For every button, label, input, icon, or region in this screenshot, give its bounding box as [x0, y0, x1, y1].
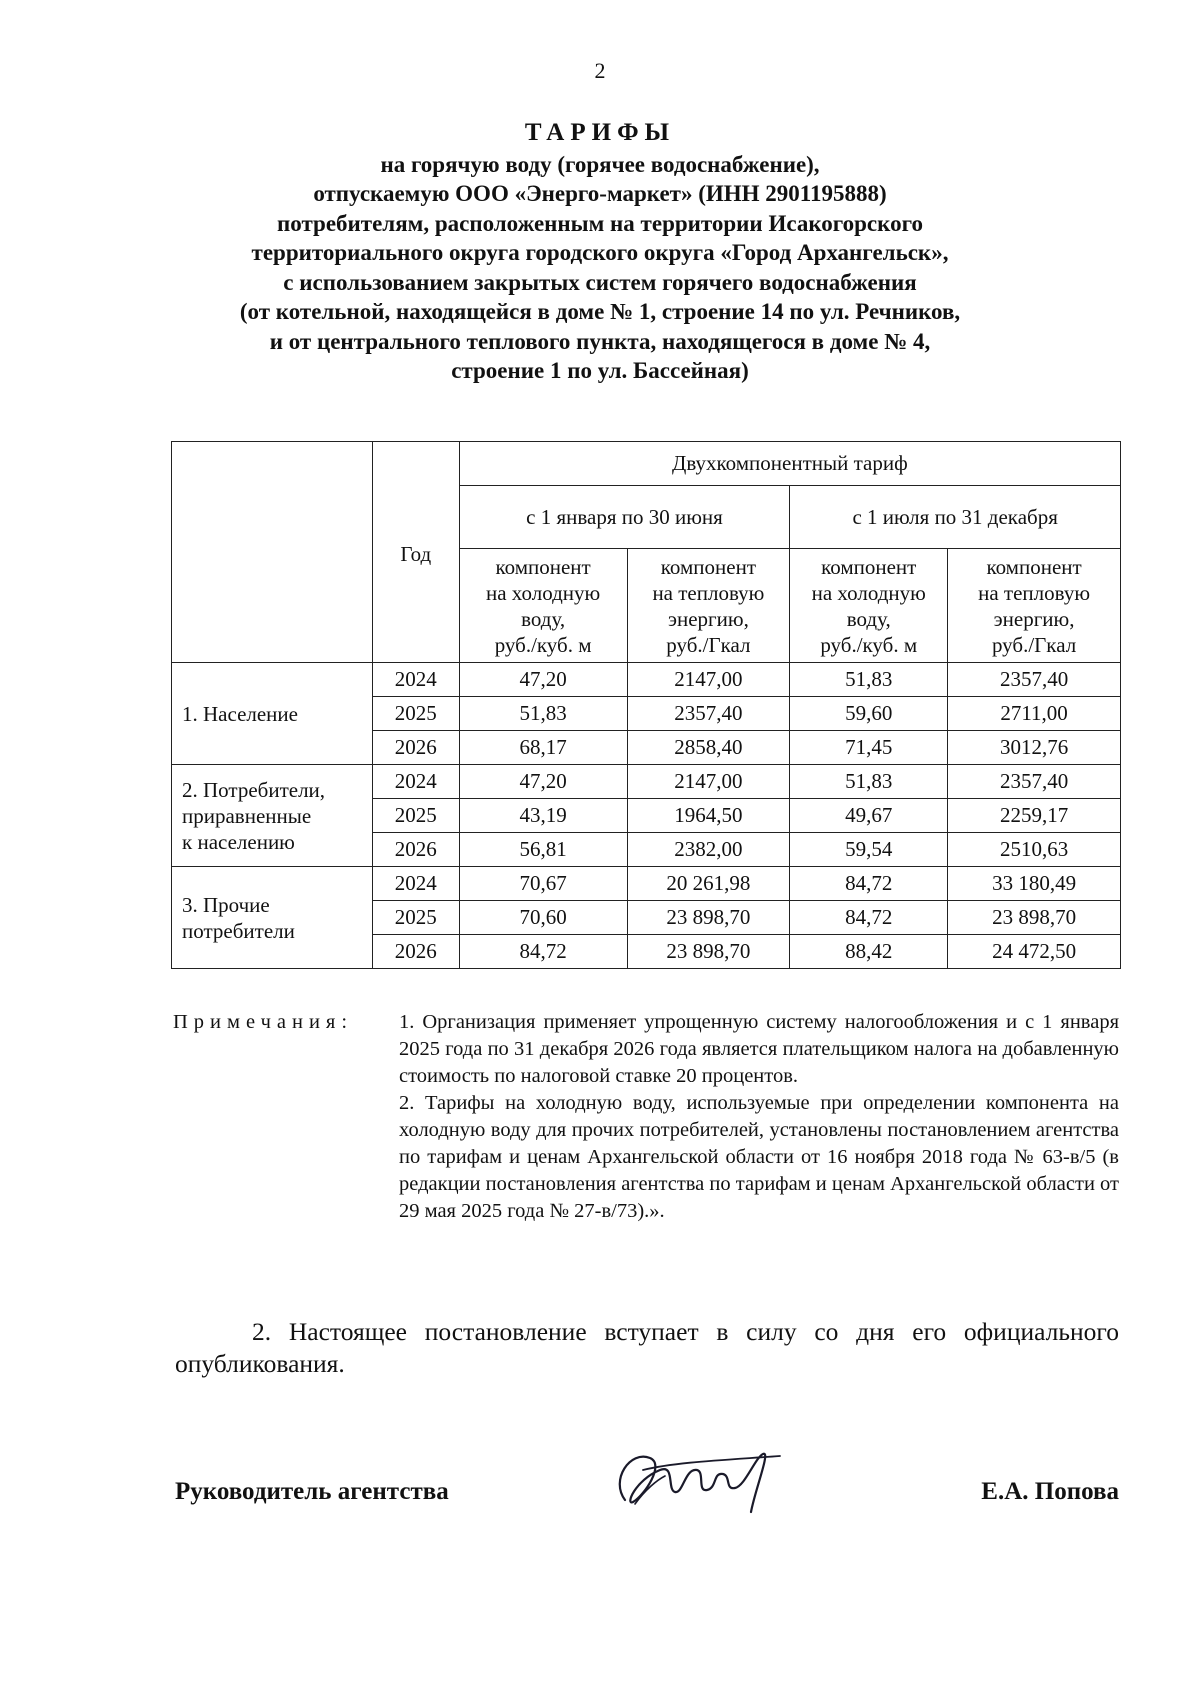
year-cell: 2026 — [372, 731, 459, 765]
value-cell: 1964,50 — [627, 799, 790, 833]
component-header: компонент на холодную воду, руб./куб. м — [459, 549, 627, 663]
title-line: отпускаемую ООО «Энерго-маркет» (ИНН 2901195888) — [313, 181, 887, 206]
value-cell: 84,72 — [790, 901, 948, 935]
value-cell: 59,60 — [790, 697, 948, 731]
year-cell: 2025 — [372, 697, 459, 731]
title-line: с использованием закрытых систем горячего водоснабжения — [283, 269, 917, 295]
title-line: и от центрального теплового пункта, находящегося в доме № 4, — [269, 328, 931, 354]
handwritten-signature — [605, 1440, 795, 1522]
year-cell: 2026 — [372, 833, 459, 867]
value-cell: 51,83 — [790, 663, 948, 697]
enactment-paragraph: 2. Настоящее постановление вступает в силу со дня его официального опубликования. — [175, 1317, 1119, 1378]
year-cell: 2024 — [372, 663, 459, 697]
year-cell: 2025 — [372, 901, 459, 935]
value-cell: 70,60 — [459, 901, 627, 935]
value-cell: 3012,76 — [948, 731, 1121, 765]
signatory-name: Е.А. Попова — [981, 1478, 1119, 1505]
value-cell: 2147,00 — [627, 765, 790, 799]
year-cell: 2026 — [372, 935, 459, 969]
value-cell: 2711,00 — [948, 697, 1121, 731]
value-cell: 23 898,70 — [627, 901, 790, 935]
table-row — [172, 765, 1121, 799]
year-cell: 2024 — [372, 765, 459, 799]
value-cell: 33 180,49 — [948, 867, 1121, 901]
value-cell: 59,54 — [790, 833, 948, 867]
value-cell: 2147,00 — [627, 663, 790, 697]
tariff-header: Двухкомпонентный тариф — [459, 442, 1120, 486]
value-cell: 51,83 — [459, 697, 627, 731]
value-cell: 71,45 — [790, 731, 948, 765]
component-header: компонент на тепловую энергию, руб./Гкал — [948, 549, 1121, 663]
value-cell: 68,17 — [459, 731, 627, 765]
period-header: с 1 июля по 31 декабря — [790, 486, 1121, 549]
table-row — [172, 867, 1121, 901]
title-line: на горячую воду (горячее водоснабжение), — [380, 151, 820, 177]
page-number: 2 — [594, 58, 606, 83]
value-cell: 2357,40 — [948, 663, 1121, 697]
value-cell: 2382,00 — [627, 833, 790, 867]
value-cell: 2357,40 — [948, 765, 1121, 799]
group-label: 1. Население — [172, 663, 373, 765]
note-item: 2. Тарифы на холодную воду, используемые при определении компонента на холодную воду для прочих потребителей, установлены постановлением агентства по тарифам и ценам Архангельской области от 16 ноября 2018 года № 63-в/5 (в редакции постановления агентства по тарифам и ценам Архангельской области от 29 мая 2025 года № 27-в/73).». — [399, 1092, 1119, 1222]
year-cell: 2025 — [372, 799, 459, 833]
value-cell: 56,81 — [459, 833, 627, 867]
value-cell: 2259,17 — [948, 799, 1121, 833]
title-line: (от котельной, находящейся в доме № 1, строение 14 по ул. Речников, — [239, 299, 961, 324]
tariff-table — [171, 441, 1121, 969]
title-line: потребителям, расположенным на территории Исакогорского — [277, 210, 923, 236]
note-item: 1. Организация применяет упрощенную систему налогообложения и с 1 января 2025 года по 31 декабря 2026 года является плательщиком налога на добавленную стоимость по налоговой ставке 20 процентов. — [399, 1011, 1119, 1087]
value-cell: 2510,63 — [948, 833, 1121, 867]
group-label: 2. Потребители, приравненные к населению — [172, 765, 373, 867]
value-cell: 47,20 — [459, 663, 627, 697]
value-cell: 84,72 — [459, 935, 627, 969]
component-header: компонент на тепловую энергию, руб./Гкал — [627, 549, 790, 663]
title-line: территориального округа городского округа «Город Архангельск», — [251, 240, 949, 265]
group-label: 3. Прочие потребители — [172, 867, 373, 969]
value-cell: 2858,40 — [627, 731, 790, 765]
document-title: ТАРИФЫ — [524, 119, 676, 146]
value-cell: 47,20 — [459, 765, 627, 799]
value-cell: 49,67 — [790, 799, 948, 833]
notes-label: Примечания: — [173, 1011, 354, 1033]
period-header: с 1 января по 30 июня — [459, 486, 790, 549]
signature-block — [175, 1452, 1119, 1532]
value-cell: 70,67 — [459, 867, 627, 901]
title-line: строение 1 по ул. Бассейная) — [451, 358, 749, 383]
value-cell: 43,19 — [459, 799, 627, 833]
value-cell: 20 261,98 — [627, 867, 790, 901]
value-cell: 84,72 — [790, 867, 948, 901]
year-header: Год — [372, 442, 459, 663]
title-block — [150, 118, 1050, 386]
value-cell: 23 898,70 — [948, 901, 1121, 935]
value-cell: 2357,40 — [627, 697, 790, 731]
empty-header-cell — [172, 442, 373, 663]
notes-list — [399, 1009, 1119, 1225]
value-cell: 88,42 — [790, 935, 948, 969]
value-cell: 23 898,70 — [627, 935, 790, 969]
value-cell: 51,83 — [790, 765, 948, 799]
table-row — [172, 663, 1121, 697]
component-header: компонент на холодную воду, руб./куб. м — [790, 549, 948, 663]
year-cell: 2024 — [372, 867, 459, 901]
signatory-title: Руководитель агентства — [175, 1478, 449, 1505]
value-cell: 24 472,50 — [948, 935, 1121, 969]
